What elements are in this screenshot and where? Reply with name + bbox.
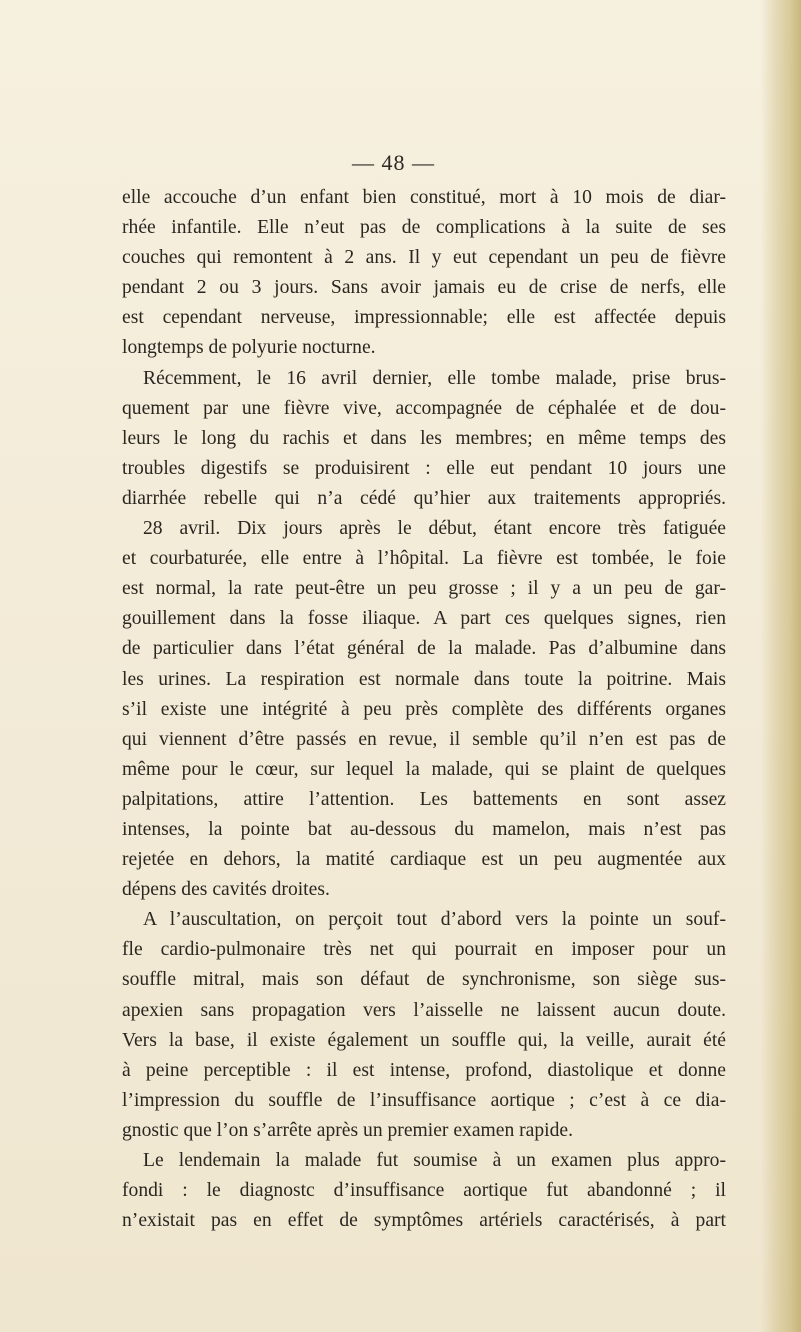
text-line: dépens des cavités droites.	[122, 879, 330, 901]
text-line: diarrhée rebelle qui n’a cédé qu’hier aux traitements appropriés.	[122, 487, 726, 509]
text-line: fondi : le diagnostc d’insuffisance aortique fut abandonné ; il	[122, 1180, 726, 1202]
text-line: intenses, la pointe bat au-dessous du mamelon, mais n’est pas	[122, 818, 726, 840]
text-line: s’il existe une intégrité à peu près complète des différents organes	[122, 698, 726, 720]
text-line: rhée infantile. Elle n’eut pas de complications à la suite de ses	[122, 217, 726, 239]
text-line: est cependant nerveuse, impressionnable; elle est affectée depuis	[122, 307, 726, 329]
text-line: quement par une fièvre vive, accompagnée de céphalée et de dou-	[122, 397, 726, 419]
text-line: et courbaturée, elle entre à l’hôpital. La fièvre est tombée, le foie	[122, 548, 726, 570]
text-line: Vers la base, il existe également un souffle qui, la veille, aurait été	[122, 1029, 726, 1051]
text-line: troubles digestifs se produisirent : elle eut pendant 10 jours une	[122, 457, 726, 479]
text-line: fle cardio-pulmonaire très net qui pourrait en imposer pour un	[122, 939, 726, 961]
text-line: gouillement dans la fosse iliaque. A part ces quelques signes, rien	[122, 608, 726, 630]
text-line: gnostic que l’on s’arrête après un premier examen rapide.	[122, 1119, 574, 1141]
text-line: elle accouche d’un enfant bien constitué, mort à 10 mois de diar-	[122, 187, 726, 208]
text-line: 28 avril. Dix jours après le début, étant encore très fatiguée	[143, 518, 726, 540]
text-line: n’existait pas en effet de symptômes artériels caractérisés, à part	[122, 1210, 726, 1232]
text-line: longtemps de polyurie nocturne.	[122, 337, 376, 359]
body-text	[122, 183, 726, 1236]
text-line: rejetée en dehors, la matité cardiaque est un peu augmentée aux	[122, 849, 726, 871]
text-line: l’impression du souffle de l’insuffisance aortique ; c’est à ce dia-	[122, 1089, 726, 1111]
text-line: couches qui remontent à 2 ans. Il y eut cependant un peu de fièvre	[122, 247, 726, 269]
text-line: apexien sans propagation vers l’aisselle ne laissent aucun doute.	[122, 999, 726, 1021]
text-line: leurs le long du rachis et dans les membres; en même temps des	[122, 427, 726, 449]
text-line: palpitations, attire l’attention. Les battements en sont assez	[122, 788, 726, 810]
text-line: Le lendemain la malade fut soumise à un examen plus appro-	[143, 1150, 726, 1171]
text-line: même pour le cœur, sur lequel la malade, qui se plaint de quelques	[122, 758, 726, 780]
text-line: pendant 2 ou 3 jours. Sans avoir jamais eu de crise de nerfs, elle	[122, 277, 726, 299]
text-line: Récemment, le 16 avril dernier, elle tombe malade, prise brus-	[143, 367, 726, 389]
text-line: de particulier dans l’état général de la malade. Pas d’albumine dans	[122, 638, 726, 660]
text-line: souffle mitral, mais son défaut de synchronisme, son siège sus-	[122, 969, 726, 991]
page-number: — 48 —	[352, 150, 435, 175]
text-line: à peine perceptible : il est intense, profond, diastolique et donne	[122, 1059, 726, 1081]
page-edge-stain	[761, 0, 801, 1332]
text-line: les urines. La respiration est normale dans toute la poitrine. Mais	[122, 668, 726, 690]
text-line: A l’auscultation, on perçoit tout d’abord vers la pointe un souf-	[143, 909, 726, 931]
text-line: qui viennent d’être passés en revue, il semble qu’il n’en est pas de	[122, 728, 726, 750]
text-line: est normal, la rate peut-être un peu grosse ; il y a un peu de gar-	[122, 578, 726, 600]
